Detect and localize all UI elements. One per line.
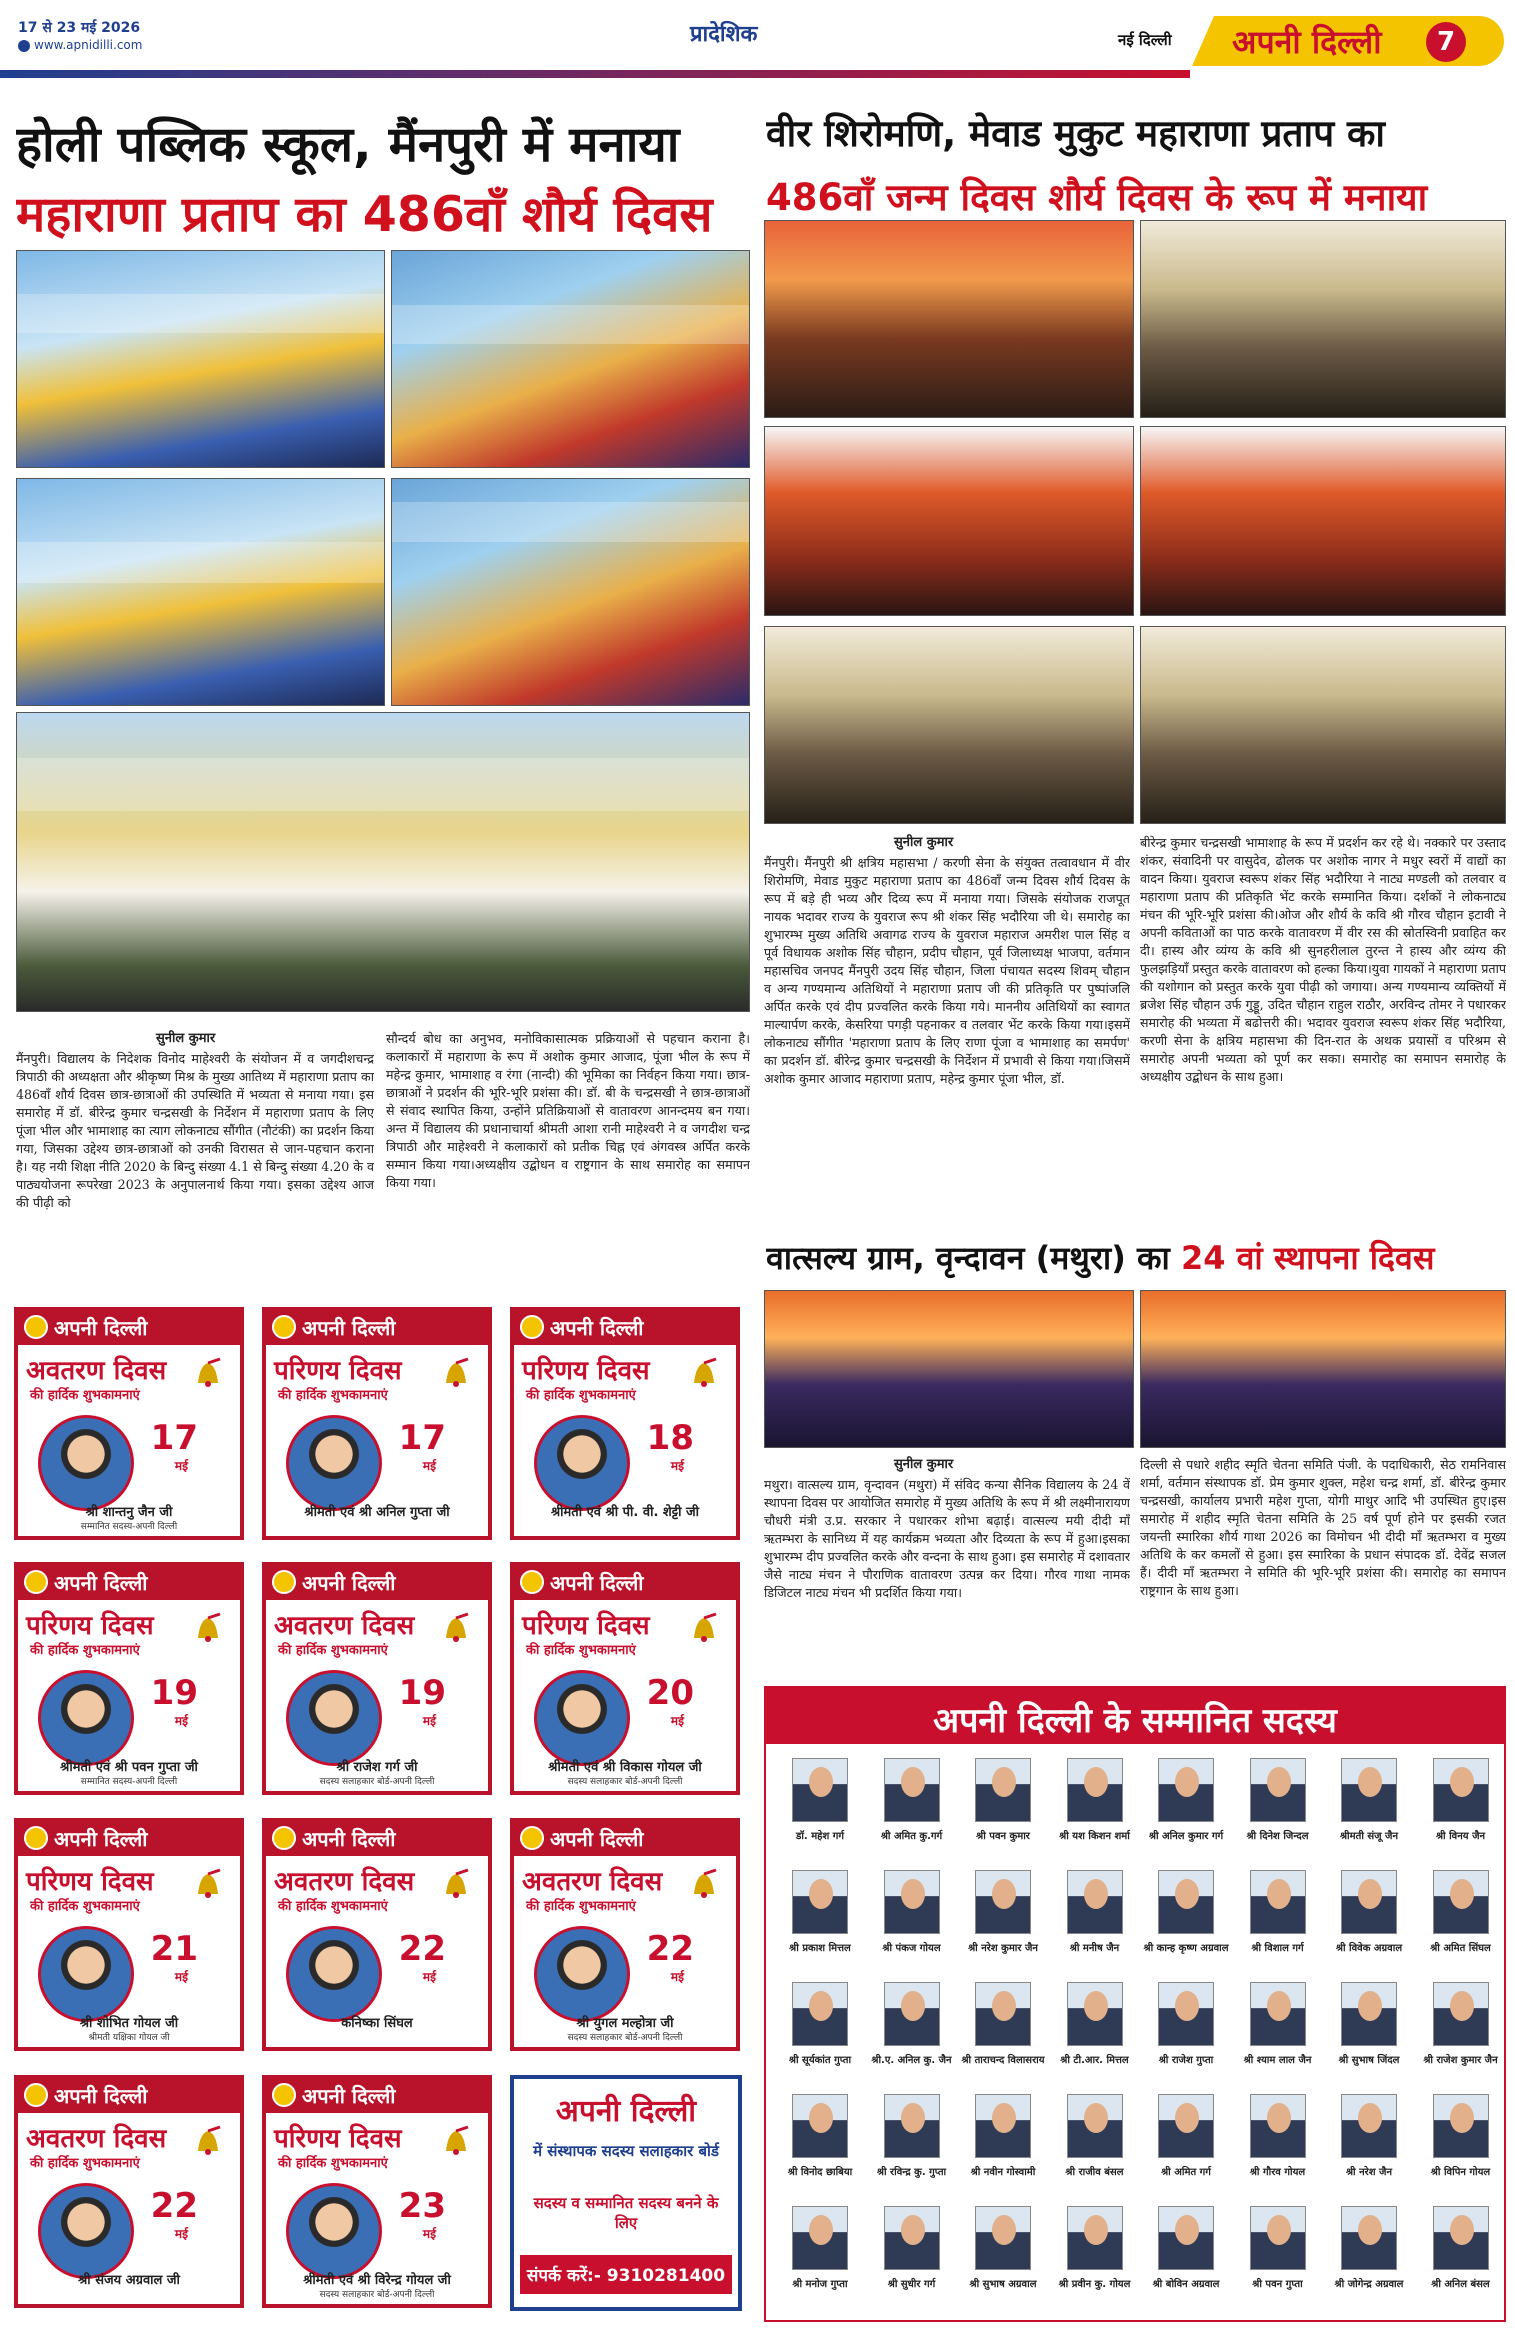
member-photo bbox=[1433, 1870, 1489, 1934]
paper-logo-icon bbox=[520, 1315, 544, 1339]
page-number-badge bbox=[1426, 22, 1466, 62]
card-wish: की हार्दिक शुभकामनाएं bbox=[278, 1899, 388, 1914]
card-occasion: अवतरण दिवस bbox=[26, 2124, 167, 2154]
greeting-card bbox=[262, 1307, 492, 1540]
member-name: श्री विवेक अग्रवाल bbox=[1335, 1943, 1403, 1954]
card-occasion: अवतरण दिवस bbox=[522, 1867, 663, 1897]
card-day: 18 bbox=[646, 1418, 694, 1458]
bells-icon bbox=[190, 1868, 230, 1898]
event-photo-2 bbox=[1140, 220, 1506, 418]
paper-logo-icon bbox=[272, 1570, 296, 1594]
card-person-role: सम्मानित सदस्य-अपनी दिल्ली bbox=[80, 1522, 178, 1532]
right-byline: सुनील कुमार bbox=[894, 835, 954, 850]
member-name: श्री.ए. अनिल कु. जैन bbox=[871, 2055, 952, 2066]
vatsalya-photo-1 bbox=[764, 1290, 1134, 1448]
member-photo bbox=[1250, 2094, 1306, 2158]
member-name: श्री राजेश कुमार जैन bbox=[1423, 2055, 1498, 2066]
school-photo-3 bbox=[16, 478, 385, 706]
card-month: मई bbox=[670, 1714, 684, 1728]
event-photo-4 bbox=[1140, 426, 1506, 616]
member-name: श्री नरेश कुमार जैन bbox=[968, 1943, 1038, 1954]
member-photo bbox=[1067, 2206, 1123, 2270]
paper-logo-icon bbox=[24, 1315, 48, 1339]
card-person-role: सदस्य सलाहकार बोर्ड-अपनी दिल्ली bbox=[567, 1777, 683, 1787]
member-name: श्री जोगेन्द्र अग्रवाल bbox=[1334, 2279, 1404, 2290]
paper-logo-icon bbox=[24, 1826, 48, 1850]
member-name: श्री कान्ह कृष्ण अग्रवाल bbox=[1143, 1943, 1229, 1954]
vatsalya-byline: सुनील कुमार bbox=[894, 1457, 954, 1472]
card-person-name: श्री संजय अग्रवाल जी bbox=[78, 2273, 180, 2288]
card-person-name: श्री शोभित गोयल जी bbox=[79, 2016, 179, 2031]
vatsalya-article-col2 bbox=[1140, 1456, 1506, 1674]
right-body-2: बीरेन्द्र कुमार चन्द्रसखी भामाशाह के रूप में प्रदर्शन कर रहे थे। नक्कारे पर उस्ताद शंकर, संवादिनी पर वासुदेव, ढोलक पर अशोक नागर ने मधुर स्वरों में वाद्यों का वादन किया। युवराज स्वरूप शंकर सिंह भदौरिया ने नाट्य मण्डली को तलवार व महाराणा प्रताप की प्रतिकृति भेंट करके सम्मानित किया। दर्शकों ने लोकनाट्य मंचन की भूरि-भूरि प्रशंसा की।ओज और शौर्य के कवि श्री गौरव चौहान इटावी ने अपनी कविताओं का पाठ करके वातावरण में वीर रस की स्रोतस्विनी प्रवाहित कर दी। हास्य और व्यंग्य के कवि श्री सुनहरीलाल तुरन्त ने हास्य और व्यंग्य की फुलझड़ियाँ प्रस्तुत करके वातावरण को हल्का किया।युवा गायकों ने महाराणा प्रताप की यशोगान को प्रस्तुत करके युवा पीढ़ी को जगाया। अन्य गण्यमान्य व्यक्तियों में ब्रजेश सिंह चौहान उर्फ गुड्डू, उदित चौहान राहुल राठौर, अरविन्द तोमर ने पधारकर समारोह की भव्यता में बढोत्तरी की। भदावर युवराज स्वरूप शंकर सिंह भदौरिया, करणी सेना के क्षत्रिय महासभा की दिन-रात के अथक प्रयासों व परिश्रम से समारोह अपनी भव्यता को पूर्ण कर सका। समारोह का समापन समारोह के अध्यक्षीय उद्बोधन के साथ हुआ। bbox=[1140, 835, 1506, 1084]
card-wish: की हार्दिक शुभकामनाएं bbox=[30, 1388, 140, 1403]
member-name: श्री ताराचन्द विलासराय bbox=[961, 2055, 1045, 2066]
ad-line-2: सदस्य व सम्मानित सदस्य बनने के लिए bbox=[533, 2194, 719, 2232]
card-brand: अपनी दिल्ली bbox=[54, 1571, 148, 1595]
member-name: श्री मनोज गुप्ता bbox=[792, 2279, 848, 2290]
person-photo bbox=[38, 1415, 134, 1511]
member-photo bbox=[884, 2206, 940, 2270]
greeting-card bbox=[14, 1818, 244, 2051]
member-photo bbox=[975, 1870, 1031, 1934]
masthead-rule bbox=[0, 70, 1190, 78]
member-photo bbox=[884, 1870, 940, 1934]
website-link[interactable]: www.apnidilli.com bbox=[34, 38, 143, 52]
member-photo bbox=[1250, 1870, 1306, 1934]
member-photo bbox=[1158, 1758, 1214, 1822]
card-brand: अपनी दिल्ली bbox=[302, 1316, 396, 1340]
member-photo bbox=[884, 2094, 940, 2158]
bells-icon bbox=[190, 1612, 230, 1642]
greeting-card bbox=[510, 1562, 740, 1795]
card-day: 17 bbox=[150, 1418, 198, 1458]
card-month: मई bbox=[670, 1459, 684, 1473]
bells-icon bbox=[686, 1612, 726, 1642]
event-photo-1 bbox=[764, 220, 1134, 418]
card-occasion: अवतरण दिवस bbox=[274, 1867, 415, 1897]
member-photo bbox=[792, 2094, 848, 2158]
card-person-name: कनिष्का सिंघल bbox=[341, 2016, 413, 2031]
right-article-col1 bbox=[764, 834, 1130, 1250]
vatsalya-article-col1 bbox=[764, 1456, 1130, 1674]
member-name: डॉ. महेश गर्ग bbox=[795, 1831, 845, 1842]
member-photo bbox=[975, 1758, 1031, 1822]
bells-icon bbox=[438, 2125, 478, 2155]
membership-ad bbox=[510, 2075, 742, 2311]
member-name: श्री विनोद छाबिया bbox=[787, 2167, 853, 2178]
card-day: 19 bbox=[398, 1673, 446, 1713]
paper-logo-icon bbox=[272, 2083, 296, 2107]
member-photo bbox=[1341, 1870, 1397, 1934]
section-name: प्रादेशिक bbox=[690, 22, 758, 47]
card-brand: अपनी दिल्ली bbox=[550, 1571, 644, 1595]
member-name: श्री अमित सिंघल bbox=[1430, 1943, 1491, 1954]
greeting-card bbox=[510, 1818, 740, 2051]
vatsalya-body-2: दिल्ली से पधारे शहीद स्मृति चेतना समिति पंजी. के पदाधिकारी, सेठ रामनिवास शर्मा, वर्तमान संस्थापक डॉ. प्रेम कुमार शुक्ल, महेश चन्द्र शर्मा, डॉ. बीरेन्द्र कुमार चन्द्रसखी, कार्यालय प्रभारी महेश गुप्ता, योगी माथुर आदि भी उपस्थित हुए।इस समारोह में शहीद स्मृति चेतना समिति के 25 वर्ष पूर्ण होने पर इसकी रजत जयन्ती स्मारिका शौर्य गाथा 2026 का विमोचन भी दीदी माँ ऋतम्भरा व मुख्य अतिथि के कर कमलों से हुआ। इस स्मारिका के प्रधान संपादक डॉ. देवेंद्र सजल हैं। दीदी माँ ऋतम्भरा ने समिति की भूरि-भूरि प्रशंसा की। समारोह का समापन राष्ट्रगान के साथ हुआ। bbox=[1140, 1457, 1506, 1598]
bells-icon bbox=[438, 1868, 478, 1898]
person-photo bbox=[38, 1670, 134, 1766]
card-brand: अपनी दिल्ली bbox=[54, 2084, 148, 2108]
member-photo bbox=[1341, 1982, 1397, 2046]
card-person-role: सदस्य सलाहकार बोर्ड-अपनी दिल्ली bbox=[319, 2290, 435, 2300]
card-month: मई bbox=[422, 2227, 436, 2241]
ad-contact[interactable]: संपर्क करें:- 9310281400 bbox=[520, 2255, 732, 2294]
card-day: 17 bbox=[398, 1418, 446, 1458]
right-headline-1: वीर शिरोमणि, मेवाड मुकुट महाराणा प्रताप का bbox=[766, 112, 1385, 155]
vatsalya-headline-2: 24 वां स्थापना दिवस bbox=[1180, 1239, 1435, 1277]
event-photo-6 bbox=[1140, 626, 1506, 824]
person-photo bbox=[38, 1926, 134, 2022]
member-photo bbox=[1067, 1982, 1123, 2046]
member-name: श्री सुभाष जिंदल bbox=[1338, 2055, 1400, 2066]
card-month: मई bbox=[174, 1714, 188, 1728]
ad-line-1: में संस्थापक सदस्य सलाहकार बोर्ड bbox=[533, 2142, 719, 2160]
card-month: मई bbox=[422, 1970, 436, 1984]
greeting-card bbox=[510, 1307, 740, 1540]
person-photo bbox=[286, 1670, 382, 1766]
card-person-name: श्री शान्तनु जैन जी bbox=[85, 1505, 173, 1520]
member-photo bbox=[1158, 2206, 1214, 2270]
bells-icon bbox=[190, 2125, 230, 2155]
members-panel bbox=[764, 1686, 1506, 2322]
card-month: मई bbox=[174, 1970, 188, 1984]
member-photo bbox=[1250, 1758, 1306, 1822]
member-name: श्री टी.आर. मित्तल bbox=[1060, 2055, 1129, 2066]
event-photo-5 bbox=[764, 626, 1134, 824]
card-month: मई bbox=[422, 1459, 436, 1473]
member-name: श्री विपिन गोयल bbox=[1430, 2167, 1491, 2178]
member-photo bbox=[1341, 2206, 1397, 2270]
school-photo-1 bbox=[16, 250, 385, 468]
member-name: श्री सुभाष अग्रवाल bbox=[969, 2279, 1037, 2290]
bells-icon bbox=[438, 1612, 478, 1642]
left-headline-2: महाराणा प्रताप का 486वाँ शौर्य दिवस bbox=[16, 186, 713, 243]
member-photo bbox=[1067, 2094, 1123, 2158]
card-wish: की हार्दिक शुभकामनाएं bbox=[30, 2156, 140, 2171]
card-occasion: अवतरण दिवस bbox=[274, 1611, 415, 1641]
card-occasion: परिणय दिवस bbox=[522, 1356, 650, 1386]
card-day: 20 bbox=[646, 1673, 694, 1713]
card-person-role: सम्मानित सदस्य-अपनी दिल्ली bbox=[80, 1777, 178, 1787]
member-photo bbox=[792, 1982, 848, 2046]
page-number: 7 bbox=[1436, 27, 1456, 57]
member-name: श्री सूर्यकांत गुप्ता bbox=[788, 2055, 852, 2066]
member-name: श्री पंकज गोयल bbox=[882, 1943, 941, 1954]
member-photo bbox=[975, 2206, 1031, 2270]
card-month: मई bbox=[670, 1970, 684, 1984]
greeting-card bbox=[14, 2075, 244, 2308]
card-occasion: परिणय दिवस bbox=[274, 2124, 402, 2154]
member-name: श्री गौरव गोयल bbox=[1249, 2167, 1306, 2178]
member-photo bbox=[1341, 2094, 1397, 2158]
member-name: श्री अनिल कुमार गर्ग bbox=[1148, 1831, 1224, 1842]
paper-logo-icon bbox=[272, 1315, 296, 1339]
member-photo bbox=[1067, 1870, 1123, 1934]
card-person-name: श्रीमती एवं श्री अनिल गुप्ता जी bbox=[304, 1505, 450, 1520]
paper-logo-icon bbox=[24, 1570, 48, 1594]
member-name: श्री मनीष जैन bbox=[1069, 1943, 1120, 1954]
card-day: 22 bbox=[646, 1929, 694, 1969]
member-photo bbox=[1250, 2206, 1306, 2270]
member-photo bbox=[1250, 1982, 1306, 2046]
globe-icon bbox=[18, 40, 30, 52]
greeting-card bbox=[262, 1562, 492, 1795]
member-photo bbox=[1158, 1982, 1214, 2046]
member-name: श्री अमित कु.गर्ग bbox=[880, 1831, 943, 1842]
card-person-name: श्री युगल मल्होत्रा जी bbox=[576, 2016, 674, 2031]
card-brand: अपनी दिल्ली bbox=[302, 1827, 396, 1851]
card-month: मई bbox=[174, 2227, 188, 2241]
right-article-col2 bbox=[1140, 834, 1506, 1234]
member-photo bbox=[792, 1870, 848, 1934]
bells-icon bbox=[190, 1357, 230, 1387]
card-wish: की हार्दिक शुभकामनाएं bbox=[30, 1643, 140, 1658]
bells-icon bbox=[438, 1357, 478, 1387]
card-brand: अपनी दिल्ली bbox=[550, 1316, 644, 1340]
card-brand: अपनी दिल्ली bbox=[550, 1827, 644, 1851]
vatsalya-headline bbox=[766, 1236, 1506, 1279]
paper-logo-icon bbox=[272, 1826, 296, 1850]
member-name: श्री नरेश जैन bbox=[1345, 2167, 1393, 2178]
masthead bbox=[0, 0, 1515, 84]
card-wish: की हार्दिक शुभकामनाएं bbox=[526, 1388, 636, 1403]
school-photo-4 bbox=[391, 478, 750, 706]
vatsalya-body-1: मथुरा। वात्सल्य ग्राम, वृन्दावन (मथुरा) में संविद कन्या सैनिक विद्यालय के 24 वें स्थापना दिवस पर आयोजित समारोह में मुख्य अतिथि के रूप में श्री लक्ष्मीनारायण चौधरी मंत्री उ.प्र. सरकार ने पधारकर शोभा बढ़ाई। वात्सल्य मयी दीदी माँ ऋतम्भरा के सानिध्य में यह कार्यक्रम भव्यता और दिव्यता के रूप में हुआ।इसका शुभारम्भ दीप प्रज्वलित करके और वन्दना के साथ हुआ। इस समारोह में दशावतार जैसे नाट्य मंचन ने पौराणिक वातावरण उत्पन्न कर दिया। गौरव गाथा नामक डिजिटल नाट्य मंचन भी प्रदर्शित किया गया। bbox=[764, 1477, 1130, 1600]
card-day: 22 bbox=[398, 1929, 446, 1969]
card-wish: की हार्दिक शुभकामनाएं bbox=[526, 1899, 636, 1914]
bells-icon bbox=[686, 1868, 726, 1898]
member-name: श्री विनय जैन bbox=[1435, 1831, 1486, 1842]
paper-name: अपनी दिल्ली bbox=[1232, 23, 1382, 61]
person-photo bbox=[38, 2183, 134, 2279]
member-photo bbox=[792, 1758, 848, 1822]
member-name: श्री यश किशन शर्मा bbox=[1059, 1831, 1130, 1842]
vatsalya-headline-1: वात्सल्य ग्राम, वृन्दावन (मथुरा) का bbox=[766, 1239, 1170, 1277]
paper-logo-icon bbox=[520, 1826, 544, 1850]
card-brand: अपनी दिल्ली bbox=[54, 1316, 148, 1340]
person-photo bbox=[286, 1926, 382, 2022]
member-photo bbox=[884, 1982, 940, 2046]
member-photo bbox=[1433, 1758, 1489, 1822]
card-person-name: श्रीमती एवं श्री विरेन्द्र गोयल जी bbox=[303, 2273, 451, 2288]
card-month: मई bbox=[174, 1459, 188, 1473]
card-wish: की हार्दिक शुभकामनाएं bbox=[278, 2156, 388, 2171]
card-person-role: सदस्य सलाहकार बोर्ड-अपनी दिल्ली bbox=[567, 2033, 683, 2043]
person-photo bbox=[534, 1670, 630, 1766]
member-name: श्री विशाल गर्ग bbox=[1251, 1943, 1304, 1954]
member-name: श्री पवन गुप्ता bbox=[1252, 2279, 1303, 2290]
member-photo bbox=[1341, 1758, 1397, 1822]
member-photo bbox=[1158, 2094, 1214, 2158]
person-photo bbox=[534, 1926, 630, 2022]
city-name: नई दिल्ली bbox=[1118, 31, 1172, 49]
left-article-col1 bbox=[16, 1030, 374, 1300]
left-article-col2 bbox=[386, 1030, 750, 1300]
person-photo bbox=[534, 1415, 630, 1511]
member-photo bbox=[1433, 1982, 1489, 2046]
right-headline-2: 486वाँ जन्म दिवस शौर्य दिवस के रूप में मनाया bbox=[766, 176, 1428, 219]
member-photo bbox=[792, 2206, 848, 2270]
card-person-role: सदस्य सलाहकार बोर्ड-अपनी दिल्ली bbox=[319, 1777, 435, 1787]
card-occasion: परिणय दिवस bbox=[522, 1611, 650, 1641]
member-name: श्री सुधीर गर्ग bbox=[887, 2279, 936, 2290]
member-name: श्री प्रकाश मित्तल bbox=[789, 1943, 851, 1954]
card-wish: की हार्दिक शुभकामनाएं bbox=[526, 1643, 636, 1658]
ad-title: अपनी दिल्ली bbox=[555, 2094, 697, 2129]
member-photo bbox=[1067, 1758, 1123, 1822]
card-person-name: श्रीमती एवं श्री विकास गोयल जी bbox=[548, 1760, 702, 1775]
card-occasion: अवतरण दिवस bbox=[26, 1356, 167, 1386]
left-body-1: मैंनपुरी। विद्यालय के निदेशक विनोद माहेश्वरी के संयोजन में व जगदीशचन्द्र त्रिपाठी की अध्यक्षता और श्रीकृष्ण मिश्र के मुख्य आतिथ्य में महाराणा प्रताप का 486वाँ शौर्य दिवस छात्र-छात्राओं की उपस्थिति में भव्यता से मनाया गया। इस समारोह में डॉ. बीरेन्द्र कुमार चन्द्रसखी के निर्देशन में महाराणा प्रताप के लिए पूंजा भील और भामाशाह का त्याग लोकनाट्य सौंगीत (नौटंकी) का प्रदर्शन किया गया, जिसका उद्देश्य छात्र-छात्राओं को उनकी विरासत से जान-पहचान कराना है। यह नयी शिक्षा नीति 2020 के बिन्दु संख्या 4.1 से बिन्दु संख्या 4.20 के व पाठ्ययोजना रूपरेखा 2023 के अनुपालनार्थ किया गया। इसका उद्देश्य आज की पीढ़ी को bbox=[16, 1051, 374, 1210]
member-photo bbox=[1433, 2094, 1489, 2158]
card-person-name: श्री राजेश गर्ग जी bbox=[336, 1760, 418, 1775]
card-occasion: परिणय दिवस bbox=[26, 1611, 154, 1641]
issue-date: 17 से 23 मई 2026 bbox=[18, 20, 141, 36]
member-name: श्री दिनेश जिन्दल bbox=[1246, 1831, 1309, 1842]
greeting-card bbox=[262, 2075, 492, 2308]
member-name: श्री अनिल बंसल bbox=[1431, 2279, 1490, 2290]
member-name: श्री रविन्द्र कु. गुप्ता bbox=[876, 2167, 947, 2178]
right-body-1: मैंनपुरी। मैंनपुरी श्री क्षत्रिय महासभा / करणी सेना के संयुक्त तत्वावधान में वीर शिरोमणि, मेवाड मुकुट महाराणा प्रताप का 486वाँ जन्म दिवस शौर्य दिवस के रूप में बड़े ही भव्य और दिव्य रूप में मनाया गया। जिसके संयोजक राजपूत नायक भदावर राज्य के युवराज रूप श्री शंकर सिंह भदौरिया जी थे। समारोह का शुभारम्भ मुख्य अतिथि अवागढ राज्य के युवराज महाराज अमरीश पाल सिंह व पूर्व विधायक अशोक सिंह चौहान, प्रदीप चौहान, पूर्व जिलाध्यक्ष भाजपा, वर्तमान महासचिव जनपद मैंनपुरी उदय सिंह चौहान, जिला पंचायत सदस्य शिवम् चौहान व अन्य गण्यमान्य अतिथियों ने महाराणा प्रताप जी की प्रतिकृति पर पुष्पांजलि अर्पित करके एवं दीप प्रज्वलित करके किया गये। माननीय अतिथियों का स्वागत माल्यार्पण करके, केसरिया पगड़ी पहनाकर व तलवार भेंट करके किया गया।इसमें लोकनाट्य सौंगीत 'महाराणा प्रताप के लिए राणा पूंजा व भामाशाह का समर्पण' का प्रदर्शन डॉ. बीरेन्द्र कुमार चन्द्रसखी के निर्देशन में प्रभावी से किया गया।जिसमें अशोक कुमार आजाद महाराणा प्रताप, महेन्द्र कुमार पूंजा भील, डॉ. bbox=[764, 855, 1130, 1086]
member-photo bbox=[975, 2094, 1031, 2158]
member-name: श्री अमित गर्ग bbox=[1161, 2167, 1211, 2178]
event-photo-3 bbox=[764, 426, 1134, 616]
card-wish: की हार्दिक शुभकामनाएं bbox=[278, 1643, 388, 1658]
member-name: श्री प्रवीन कु. गोयल bbox=[1058, 2279, 1131, 2290]
member-name: श्रीमती संजू जैन bbox=[1339, 1831, 1399, 1842]
school-photo-group bbox=[16, 712, 750, 1012]
member-name: श्री पवन कुमार bbox=[976, 1831, 1030, 1842]
paper-logo-icon bbox=[24, 2083, 48, 2107]
card-wish: की हार्दिक शुभकामनाएं bbox=[30, 1899, 140, 1914]
bells-icon bbox=[686, 1357, 726, 1387]
member-photo bbox=[884, 1758, 940, 1822]
member-name: श्री राजीव बंसल bbox=[1065, 2167, 1124, 2178]
member-photo bbox=[1158, 1870, 1214, 1934]
card-day: 23 bbox=[398, 2186, 446, 2226]
left-headline-1: होली पब्लिक स्कूल, मैंनपुरी में मनाया bbox=[16, 116, 680, 173]
card-person-role: श्रीमती यक्षिका गोयल जी bbox=[88, 2033, 170, 2043]
card-occasion: परिणय दिवस bbox=[274, 1356, 402, 1386]
member-name: श्री श्याम लाल जैन bbox=[1243, 2055, 1312, 2066]
vatsalya-photo-2 bbox=[1140, 1290, 1506, 1448]
school-photo-2 bbox=[391, 250, 750, 468]
card-brand: अपनी दिल्ली bbox=[302, 2084, 396, 2108]
member-name: श्री राजेश गुप्ता bbox=[1158, 2055, 1214, 2066]
greeting-card bbox=[14, 1562, 244, 1795]
card-person-name: श्रीमती एवं श्री पवन गुप्ता जी bbox=[60, 1760, 198, 1775]
left-byline: सुनील कुमार bbox=[156, 1031, 216, 1046]
member-name: श्री बोविन अग्रवाल bbox=[1152, 2279, 1220, 2290]
paper-logo-icon bbox=[520, 1570, 544, 1594]
members-title: अपनी दिल्ली के सम्मानित सदस्य bbox=[933, 1701, 1337, 1741]
card-day: 22 bbox=[150, 2186, 198, 2226]
greeting-card bbox=[14, 1307, 244, 1540]
member-name: श्री नवीन गोस्वामी bbox=[970, 2167, 1036, 2178]
card-day: 21 bbox=[150, 1929, 198, 1969]
card-brand: अपनी दिल्ली bbox=[54, 1827, 148, 1851]
card-day: 19 bbox=[150, 1673, 198, 1713]
left-body-2: सौन्दर्य बोध का अनुभव, मनोविकासात्मक प्रक्रियाओं से पहचान कराना है। कलाकारों में महाराणा के रूप में अशोक कुमार आजाद, पूंजा भील के रूप में महेन्द्र कुमार, भामाशाह व रंगा (नान्दी) की भूमिका का निर्वहन किया गया। छात्र-छात्राओं ने प्रदर्शन की भूरि-भूरि प्रशंसा की। डॉ. बी के चन्द्रसखी ने छात्र-छात्राओं से संवाद स्थापित किया, उन्होंने प्रतिक्रियाओं से वातावरण आनन्दमय बन गया। अन्त में विद्यालय की प्रधानाचार्या श्रीमती आशा रानी माहेश्वरी ने व जगदीश चन्द्र त्रिपाठी और माहेश्वरी ने कलाकारों को प्रतीक चिह्न एवं अंगवस्त्र अर्पित करके सम्मान किया गया।अध्यक्षीय उद्बोधन व राष्ट्रगान के साथ समारोह का समापन किया गया। bbox=[386, 1031, 750, 1190]
card-brand: अपनी दिल्ली bbox=[302, 1571, 396, 1595]
card-person-name: श्रीमती एवं श्री पी. वी. शेट्टी जी bbox=[550, 1505, 700, 1520]
card-occasion: परिणय दिवस bbox=[26, 1867, 154, 1897]
member-photo bbox=[1433, 2206, 1489, 2270]
member-photo bbox=[975, 1982, 1031, 2046]
person-photo bbox=[286, 1415, 382, 1511]
person-photo bbox=[286, 2183, 382, 2279]
card-wish: की हार्दिक शुभकामनाएं bbox=[278, 1388, 388, 1403]
card-month: मई bbox=[422, 1714, 436, 1728]
greeting-card bbox=[262, 1818, 492, 2051]
